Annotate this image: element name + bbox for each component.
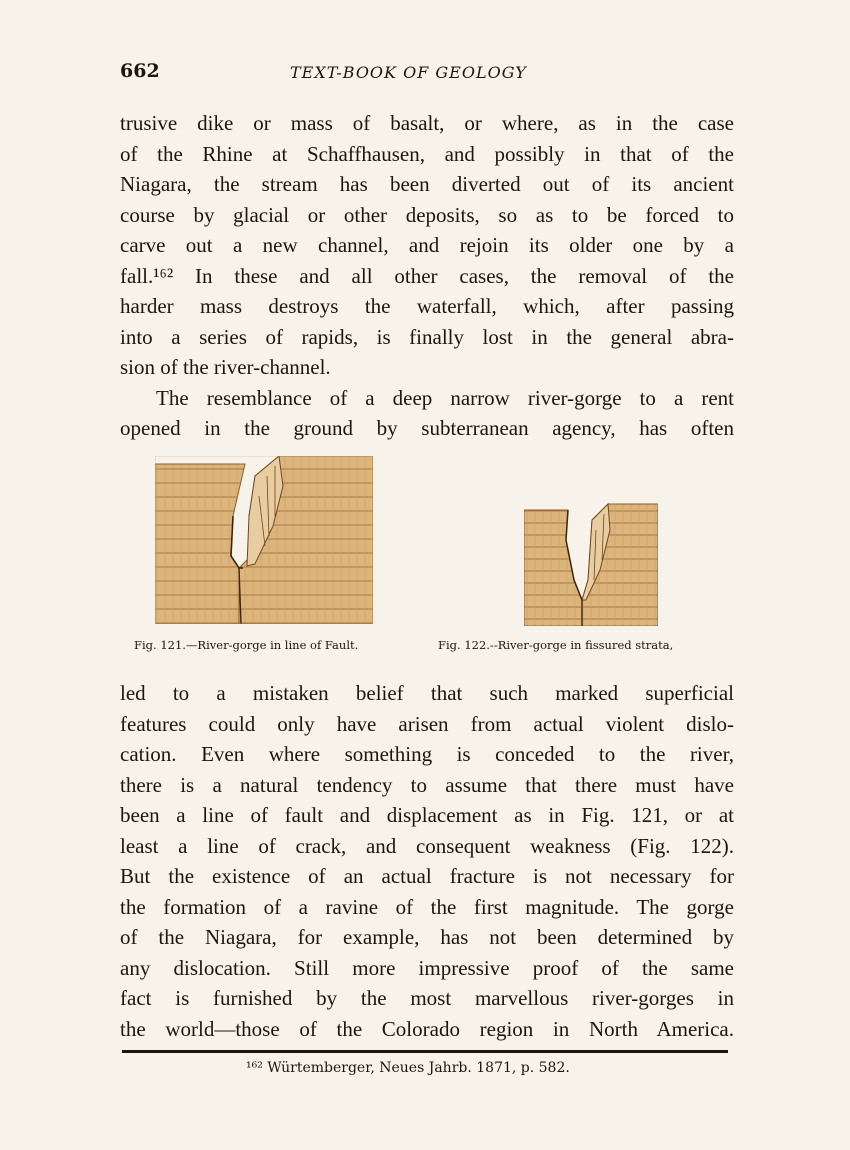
text-line: harder mass destroys the waterfall, which, after passing: [120, 294, 734, 318]
text-line: features could only have arisen from actual violent dislo-: [120, 711, 734, 736]
text-line: into a series of rapids, is finally lost in the general abra-: [120, 324, 734, 349]
text-line: carve out a new channel, and rejoin its older one by a: [120, 233, 734, 257]
figure-122-illustration: [524, 500, 658, 626]
text-line: the formation of a ravine of the first magnitude. The gorge: [120, 894, 734, 919]
text-line: trusive dike or mass of basalt, or where, as in the case: [120, 111, 734, 135]
page-number: 662: [120, 60, 160, 82]
text-line: least a line of crack, and consequent weakness (Fig. 122).: [120, 833, 734, 858]
text-line: there is a natural tendency to assume that there must have: [120, 772, 734, 797]
text-line: course by glacial or other deposits, so as to be forced to: [120, 202, 734, 227]
text-line: of the Niagara, for example, has not been determined by: [120, 925, 734, 949]
running-head: TEXT-BOOK OF GEOLOGY: [290, 63, 527, 82]
text-line: been a line of fault and displacement as in Fig. 121, or at: [120, 803, 734, 827]
figure-121-illustration: [155, 456, 373, 624]
text-line: opened in the ground by subterranean agency, has often: [120, 416, 734, 440]
text-line: fall.¹⁶² In these and all other cases, the removal of the: [120, 263, 734, 288]
text-line: fact is furnished by the most marvellous river-gorges in: [120, 986, 734, 1010]
text-line: cation. Even where something is conceded to the river,: [120, 742, 734, 766]
text-line: Niagara, the stream has been diverted out of its ancient: [120, 172, 734, 196]
text-line: But the existence of an actual fracture is not necessary for: [120, 864, 734, 888]
text-line: sion of the river-channel.: [120, 355, 331, 379]
text-line: led to a mistaken belief that such marked superficial: [120, 681, 734, 705]
figure-122-caption: Fig. 122.--River-gorge in fissured strata,: [438, 638, 674, 652]
text-line: the world—those of the Colorado region in North America.: [120, 1016, 734, 1041]
footnote: ¹⁶² Würtemberger, Neues Jahrb. 1871, p. 582.: [246, 1060, 570, 1076]
page-header: [120, 60, 740, 88]
text-line: any dislocation. Still more impressive proof of the same: [120, 955, 734, 980]
body-text-bottom: [120, 678, 734, 1044]
footnote-rule: [122, 1050, 728, 1053]
figure-121-caption: Fig. 121.—River-gorge in line of Fault.: [134, 638, 359, 652]
text-line: The resemblance of a deep narrow river-gorge to a rent: [156, 385, 734, 410]
text-line: of the Rhine at Schaffhausen, and possibly in that of the: [120, 141, 734, 166]
body-text-top: [120, 108, 734, 444]
